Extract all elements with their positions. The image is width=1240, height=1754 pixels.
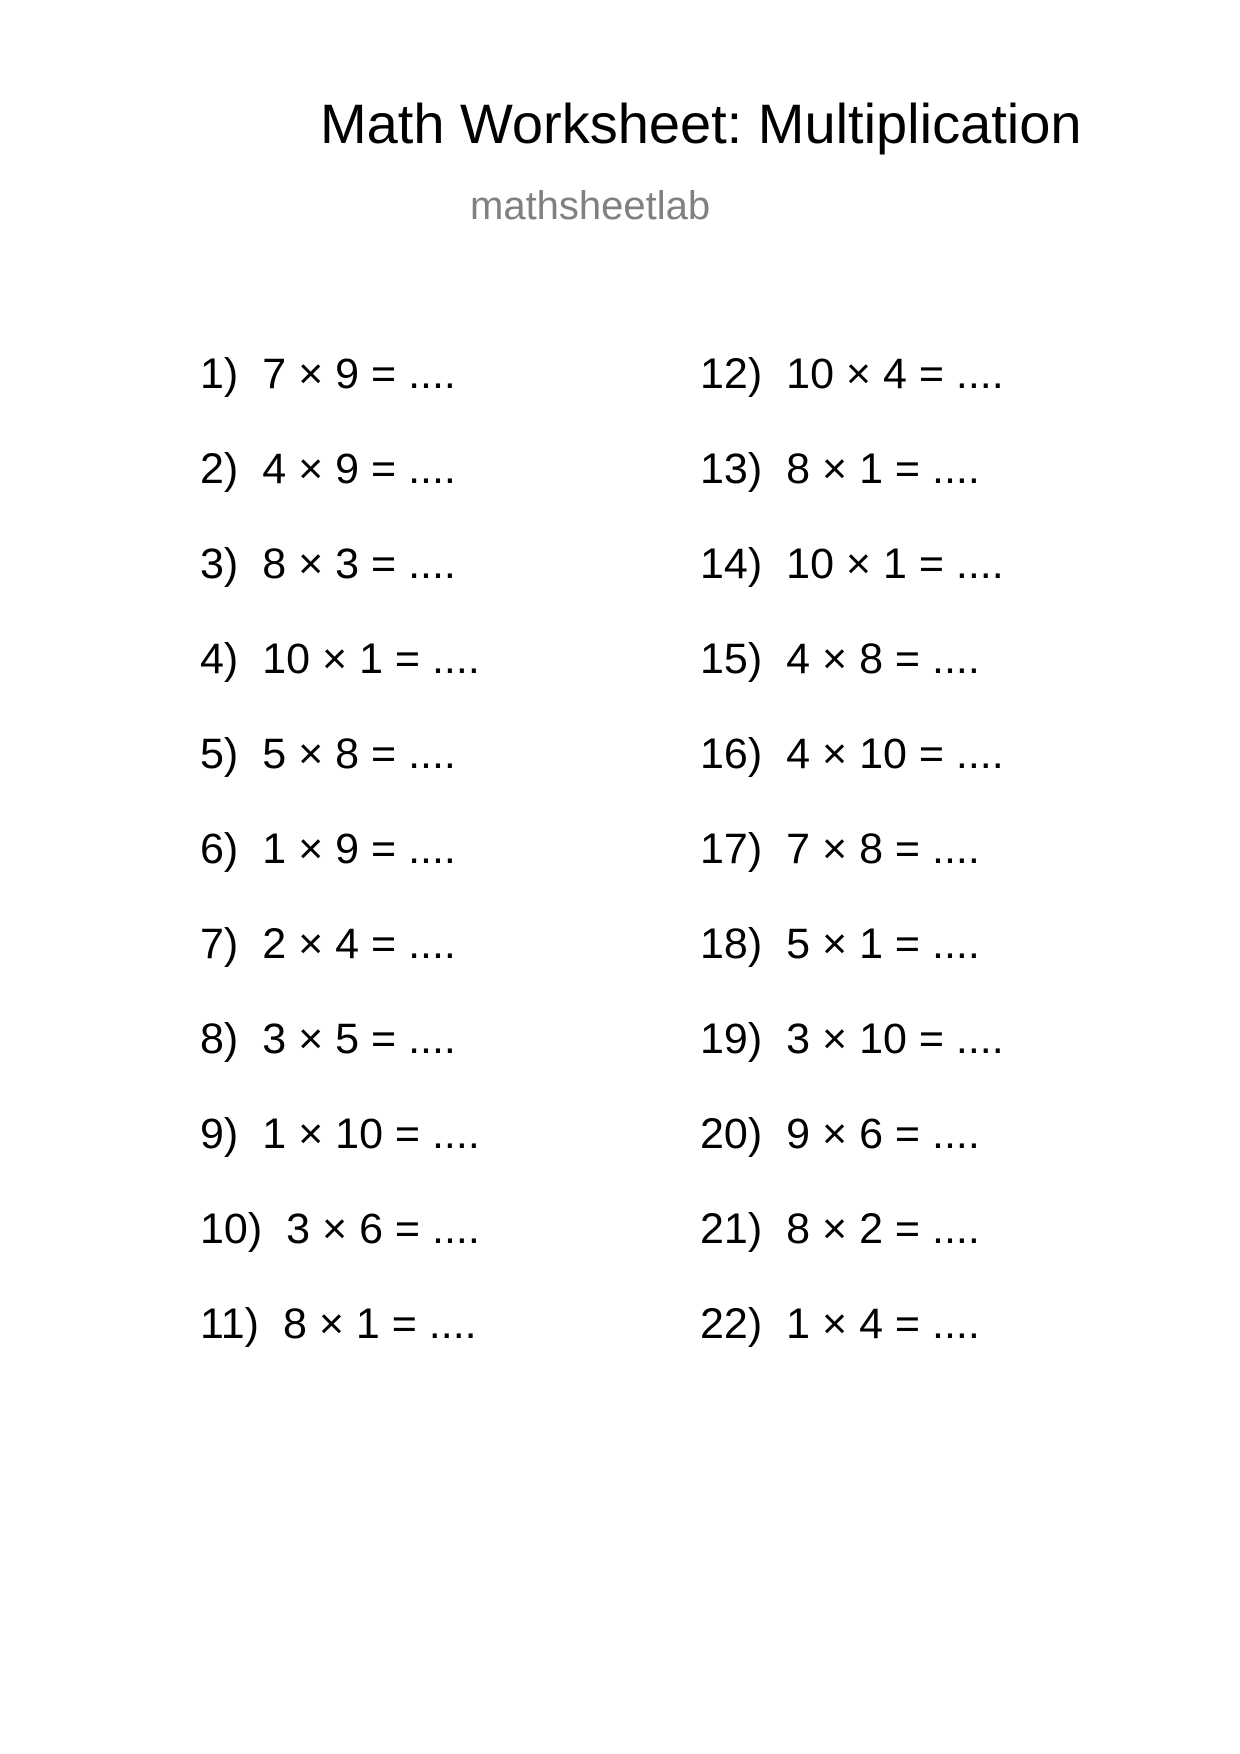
problem-expression: 4 × 9 = .... (262, 445, 456, 493)
problem-number: 22) (700, 1300, 763, 1348)
problem-2 (200, 445, 480, 543)
problem-number: 1) (200, 350, 239, 398)
problem-number: 4) (200, 635, 239, 683)
problem-6 (200, 825, 480, 923)
problem-number: 6) (200, 825, 239, 873)
problem-number: 8) (200, 1015, 239, 1063)
problem-3 (200, 540, 480, 638)
problem-number: 3) (200, 540, 239, 588)
problem-expression: 1 × 10 = .... (262, 1110, 480, 1158)
problem-number: 7) (200, 920, 239, 968)
problem-number: 5) (200, 730, 239, 778)
problem-number: 16) (700, 730, 763, 778)
problem-4 (200, 635, 480, 733)
problem-expression: 8 × 1 = .... (282, 1300, 477, 1348)
problem-1 (200, 350, 480, 448)
problem-expression: 9 × 6 = .... (786, 1110, 980, 1158)
problem-number: 10) (200, 1205, 263, 1253)
worksheet-source: mathsheetlab (470, 184, 711, 228)
problem-number: 18) (700, 920, 763, 968)
problem-number: 9) (200, 1110, 239, 1158)
problem-21 (700, 1205, 1004, 1303)
problem-expression: 10 × 4 = .... (786, 350, 1004, 398)
problem-expression: 7 × 8 = .... (786, 825, 980, 873)
problem-5 (200, 730, 480, 828)
problem-11 (200, 1300, 480, 1398)
problem-12 (700, 350, 1004, 448)
problem-17 (700, 825, 1004, 923)
problem-expression: 3 × 6 = .... (286, 1205, 480, 1253)
problem-expression: 5 × 8 = .... (262, 730, 456, 778)
problem-number: 11) (200, 1300, 259, 1348)
problem-number: 13) (700, 445, 763, 493)
problem-expression: 10 × 1 = .... (786, 540, 1004, 588)
worksheet-title: Math Worksheet: Multiplication (320, 92, 1082, 155)
problem-number: 19) (700, 1015, 763, 1063)
problem-13 (700, 445, 1004, 543)
problem-expression: 1 × 9 = .... (262, 825, 456, 873)
problem-expression: 1 × 4 = .... (786, 1300, 980, 1348)
problem-expression: 8 × 2 = .... (786, 1205, 980, 1253)
problem-expression: 4 × 10 = .... (786, 730, 1004, 778)
problem-number: 15) (700, 635, 763, 683)
problem-expression: 2 × 4 = .... (262, 920, 456, 968)
problem-number: 21) (700, 1205, 763, 1253)
problem-22 (700, 1300, 1004, 1398)
problem-16 (700, 730, 1004, 828)
problem-expression: 5 × 1 = .... (786, 920, 980, 968)
problems-left-column (200, 350, 480, 1398)
problem-number: 2) (200, 445, 239, 493)
problem-19 (700, 1015, 1004, 1113)
problems-right-column (700, 350, 1004, 1398)
problem-9 (200, 1110, 480, 1208)
problem-15 (700, 635, 1004, 733)
problem-expression: 3 × 10 = .... (786, 1015, 1004, 1063)
problem-expression: 10 × 1 = .... (262, 635, 480, 683)
problem-number: 12) (700, 350, 763, 398)
problem-number: 14) (700, 540, 763, 588)
problem-expression: 7 × 9 = .... (262, 350, 456, 398)
problem-8 (200, 1015, 480, 1113)
problem-expression: 4 × 8 = .... (786, 635, 980, 683)
problem-expression: 8 × 3 = .... (262, 540, 456, 588)
problem-20 (700, 1110, 1004, 1208)
problem-7 (200, 920, 480, 1018)
problem-18 (700, 920, 1004, 1018)
problem-14 (700, 540, 1004, 638)
problem-number: 17) (700, 825, 763, 873)
problem-number: 20) (700, 1110, 763, 1158)
problem-expression: 3 × 5 = .... (262, 1015, 456, 1063)
problem-10 (200, 1205, 480, 1303)
problem-expression: 8 × 1 = .... (786, 445, 980, 493)
